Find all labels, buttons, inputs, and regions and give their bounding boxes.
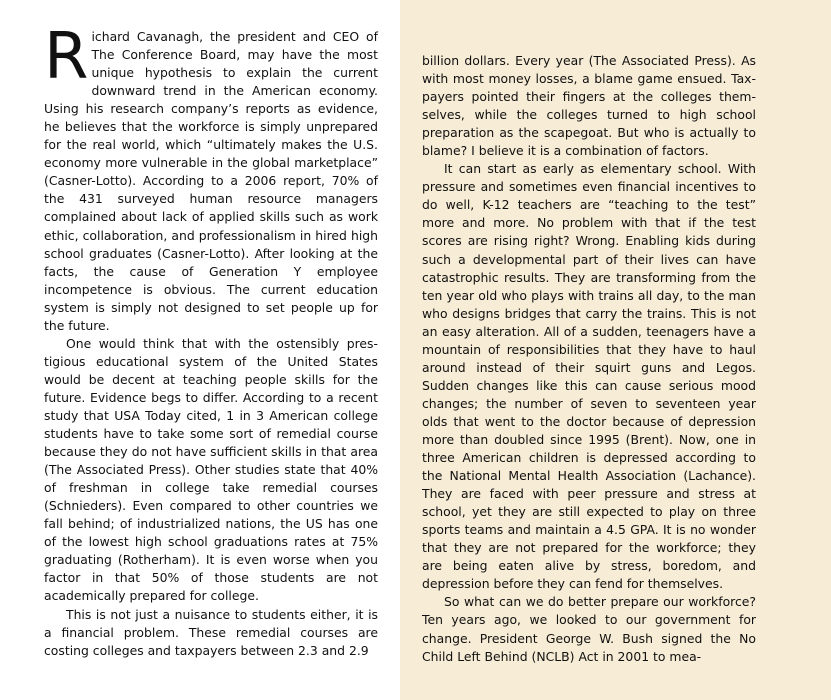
right-column [422, 52, 756, 666]
paragraph: billion dollars. Every year (The Associated Press). As with most money losses, a blame game ensued. Taxpayers pointed their fingers at the colleges themselves, while the colleges turned to high school preparation as the scapegoat. But who is actually to blame? I believe it is a combination of factors. [422, 53, 756, 159]
paragraph: So what can we do better prepare our workforce? Ten years ago, we looked to our government for change. President George W. Bush signed the No Child Left Behind (NCLB) Act in 2001 to mea- [422, 594, 756, 664]
paragraph-text: ichard Cavanagh, the president and CEO of The Conference Board, may have the most unique hypothesis to explain the current downward trend in the American economy. Using his research company’s reports as evidence, he believes that the workforce is simply unprepared for the real world, which “ultimately makes the U.S. economy more vulnerable in the global marketplace” (Casner-Lotto). According to a 2006 report, 70% of the 431 surveyed human resource managers complained about lack of applied skills such as work ethic, collaboration, and professionalism in hired high school graduates (Casner-Lotto). After looking at the facts, the cause of Generation Y employee incompetence is obvious. The current education system is simply not designed to set people up for the future. [44, 29, 378, 333]
drop-cap: R [44, 20, 89, 94]
paragraph: This is not just a nuisance to students either, it is a financial problem. These remedial courses are costing colleges and taxpayers between 2.3 and 2.9 [44, 606, 378, 658]
paragraph [44, 20, 378, 335]
paragraph: One would think that with the ostensibly prestigious educational system of the United States would be decent at teaching people skills for the future. Evidence begs to differ. According to a recent study that USA Today cited, 1 in 3 American college students have to take some sort of remedial course because they do not have sufficient skills in that area (The Associated Press). Other studies state that 40% of freshman in college take remedial courses (Schnieders). Even compared to other countries we fall behind; of industrialized nations, the US has one of the lowest high school graduations rates at 75% graduating (Rotherham). It is even worse when you factor in that 50% of those students are not academically prepared for college. [44, 335, 378, 604]
paragraph: It can start as early as elementary school. With pressure and sometimes even financial incentives to do well, K-12 teachers are “teaching to the test” more and more. No problem with that if the test scores are rising right? Wrong. Enabling kids during such a developmental part of their lives can have catastrophic results. They are transforming from the ten year old who plays with trains all day, to the man who designs bridges that carry the trains. This is not an easy alteration. All of a sudden, teenagers have a mountain of responsibilities that they have to haul around instead of their squirt guns and Legos. Sudden changes like this can cause serious mood changes; the number of seven to seventeen year olds that went to the doctor because of depression more than doubled since 1995 (Brent). Now, one in three American children is depressed according to the National Mental Health Association (Lachance). They are faced with peer pressure and stress at school, yet they are still expected to play on three sports teams and maintain a 4.5 GPA. It is no wonder that they are not prepared for the workforce; they are being eaten alive by stress, boredom, and depression before they can fend for themselves. [422, 161, 756, 592]
left-column [44, 20, 378, 660]
